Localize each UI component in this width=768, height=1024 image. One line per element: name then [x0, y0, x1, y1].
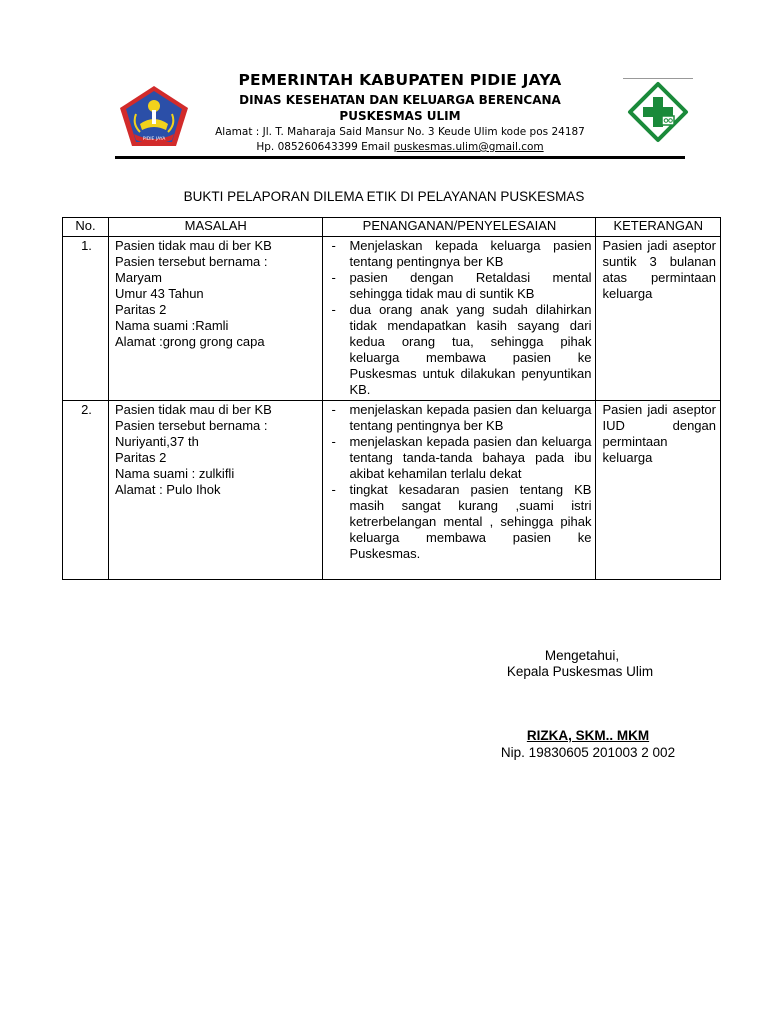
svg-text:PIDIE JAYA: PIDIE JAYA	[142, 137, 166, 142]
table-header-row	[63, 218, 721, 237]
masalah-line: Pasien tidak mau di ber KB	[115, 402, 272, 417]
header-no: No.	[63, 218, 109, 237]
penanganan-cell	[323, 237, 596, 401]
letterhead-department: DINAS KESEHATAN DAN KELUARGA BERENCANA	[239, 93, 561, 107]
signature-position: Kepala Puskesmas Ulim	[506, 664, 654, 679]
document-title: BUKTI PELAPORAN DILEMA ETIK DI PELAYANAN PUSKESMAS	[183, 189, 585, 204]
letterhead-address: Alamat : Jl. T. Maharaja Said Mansur No. 3 Keude Ulim kode pos 24187	[215, 126, 585, 138]
signature-name: RIZKA, SKM.. MKM	[526, 728, 650, 743]
logo-frame-line	[623, 78, 693, 79]
contact-phone: Hp. 085260643399 Email	[256, 141, 394, 153]
masalah-line: Pasien tersebut bernama :	[115, 254, 268, 269]
signature-nip: Nip. 19830605 201003 2 002	[500, 745, 676, 760]
penanganan-cell	[323, 401, 596, 580]
header-keterangan: KETERANGAN	[596, 218, 721, 237]
penanganan-list	[329, 238, 591, 398]
masalah-line: Paritas 2	[115, 302, 167, 317]
letterhead-contact	[120, 141, 680, 153]
list-item: - dua orang anak yang sudah dilahirkan tidak mendapatkan kasih sayang dari kedua orang tua, sehingga pihak keluarga membawa pasien ke Puskesmas untuk dilakukan penyuntikan KB.	[329, 302, 591, 398]
list-item: - menjelaskan kepada pasien dan keluarga tentang tanda-tanda bahaya pada ibu akibat kehamilan terlalu dekat	[329, 434, 591, 482]
header-masalah: MASALAH	[109, 218, 323, 237]
letterhead-government: PEMERINTAH KABUPATEN PIDIE JAYA	[238, 71, 562, 89]
list-item: - pasien dengan Retaldasi mental sehingga tidak mau di suntik KB	[329, 270, 591, 302]
table-row	[63, 237, 721, 401]
row-number: 2.	[63, 401, 109, 580]
list-item: - menjelaskan kepada pasien dan keluarga tentang pentingnya ber KB	[329, 402, 591, 434]
masalah-line: Alamat :grong grong capa	[115, 334, 265, 349]
masalah-line: Pasien tidak mau di ber KB	[115, 238, 272, 253]
penanganan-list	[329, 402, 591, 562]
masalah-line: Maryam	[115, 270, 162, 285]
list-item: - Menjelaskan kepada keluarga pasien tentang pentingnya ber KB	[329, 238, 591, 270]
table-row	[63, 401, 721, 580]
letterhead-puskesmas: PUSKESMAS ULIM	[339, 109, 461, 123]
contact-email: puskesmas.ulim@gmail.com	[393, 141, 544, 153]
letterhead-divider	[115, 156, 685, 159]
keterangan-cell: Pasien jadi aseptor suntik 3 bulanan atas permintaan keluarga	[596, 237, 721, 401]
masalah-line: Paritas 2	[115, 450, 167, 465]
signature-acknowledged: Mengetahui,	[544, 648, 620, 663]
report-table	[62, 217, 721, 580]
puskesmas-logo	[626, 80, 690, 144]
masalah-cell	[109, 237, 323, 401]
masalah-line: Alamat : Pulo Ihok	[115, 482, 221, 497]
masalah-line: Nama suami :Ramli	[115, 318, 229, 333]
header-penanganan: PENANGANAN/PENYELESAIAN	[323, 218, 596, 237]
row-number: 1.	[63, 237, 109, 401]
masalah-cell	[109, 401, 323, 580]
masalah-line: Pasien tersebut bernama :	[115, 418, 268, 433]
masalah-line: Umur 43 Tahun	[115, 286, 204, 301]
masalah-line: Nama suami : zulkifli	[115, 466, 235, 481]
masalah-line: Nuriyanti,37 th	[115, 434, 199, 449]
keterangan-cell: Pasien jadi aseptor IUD dengan permintaan keluarga	[596, 401, 721, 580]
list-item: - tingkat kesadaran pasien tentang KB masih sangat kurang ,suami istri ketrerbelangan mental , sehingga pihak keluarga membawa pasien ke Puskesmas.	[329, 482, 591, 562]
